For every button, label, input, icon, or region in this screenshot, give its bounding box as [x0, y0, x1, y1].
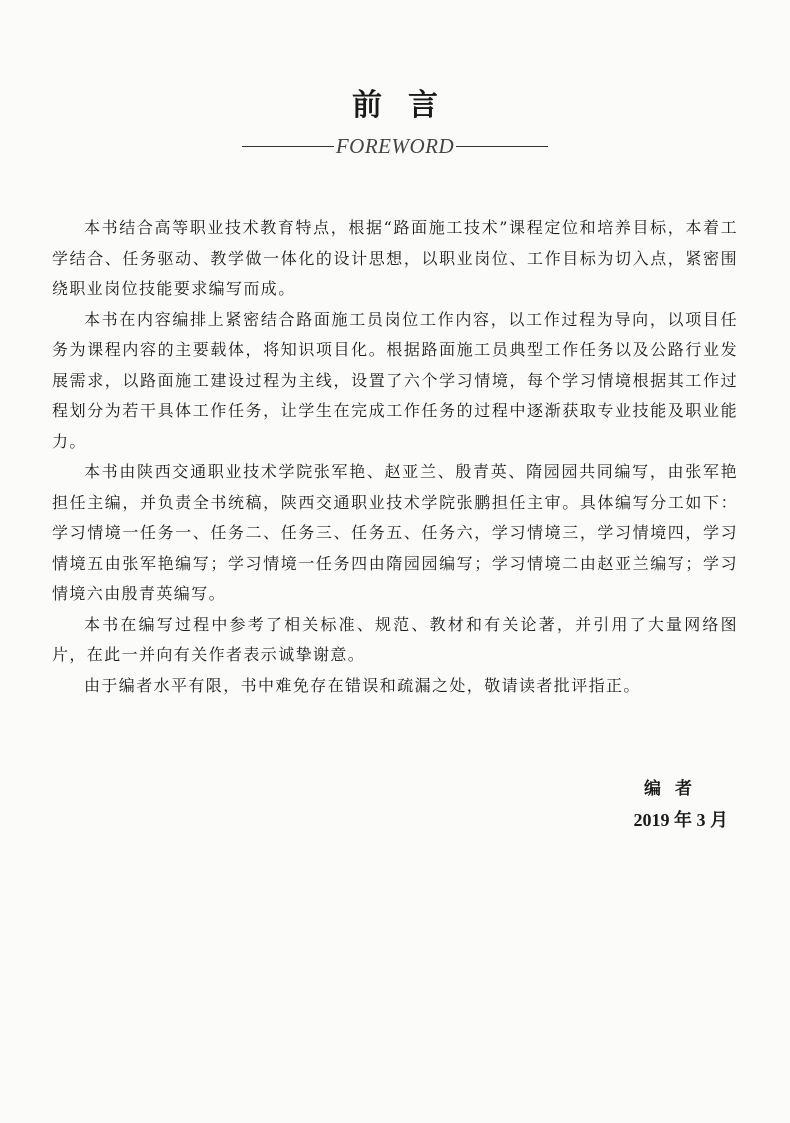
- subtitle-rule-right: [456, 146, 548, 147]
- paragraph-4: 本书在编写过程中参考了相关标准、规范、教材和有关论著，并引用了大量网络图片，在此一并向有关作者表示诚挚谢意。: [52, 614, 738, 664]
- paragraph-5: 由于编者水平有限，书中难免存在错误和疏漏之处，敬请读者批评指正。: [84, 675, 641, 695]
- paragraph-1: 本书结合高等职业技术教育特点，根据“路面施工技术”课程定位和培养目标，本着工学结合、任务驱动、教学做一体化的设计思想，以职业岗位、工作目标为切入点，紧密围绕职业岗位技能要求编写而成。: [52, 218, 738, 298]
- foreword-body: [52, 213, 738, 701]
- signature-date: 2019 年 3 月: [633, 810, 728, 830]
- subtitle-banner: [242, 131, 548, 161]
- page-subtitle: FOREWORD: [335, 133, 455, 158]
- paragraph-2: 本书在内容编排上紧密结合路面施工员岗位工作内容，以工作过程为导向，以项目任务为课程内容的主要载体，将知识项目化。根据路面施工员典型工作任务以及公路行业发展需求，以路面施工建设过程为主线，设置了六个学习情境，每个学习情境根据其工作过程划分为若干具体工作任务，让学生在完成工作任务的过程中逐渐获取专业技能及职业能力。: [52, 309, 738, 451]
- author-signature: 编者: [644, 779, 706, 799]
- subtitle-rule-left: [242, 146, 334, 147]
- page-title: 前言: [352, 88, 464, 123]
- paragraph-3: 本书由陕西交通职业技术学院张军艳、赵亚兰、殷青英、隋园园共同编写，由张军艳担任主编，并负责全书统稿，陕西交通职业技术学院张鹏担任主审。具体编写分工如下：学习情境一任务一、任务二、任务三、任务五、任务六，学习情境三，学习情境四，学习情境五由张军艳编写；学习情境一任务四由隋园园编写；学习情境二由赵亚兰编写；学习情境六由殷青英编写。: [52, 462, 738, 603]
